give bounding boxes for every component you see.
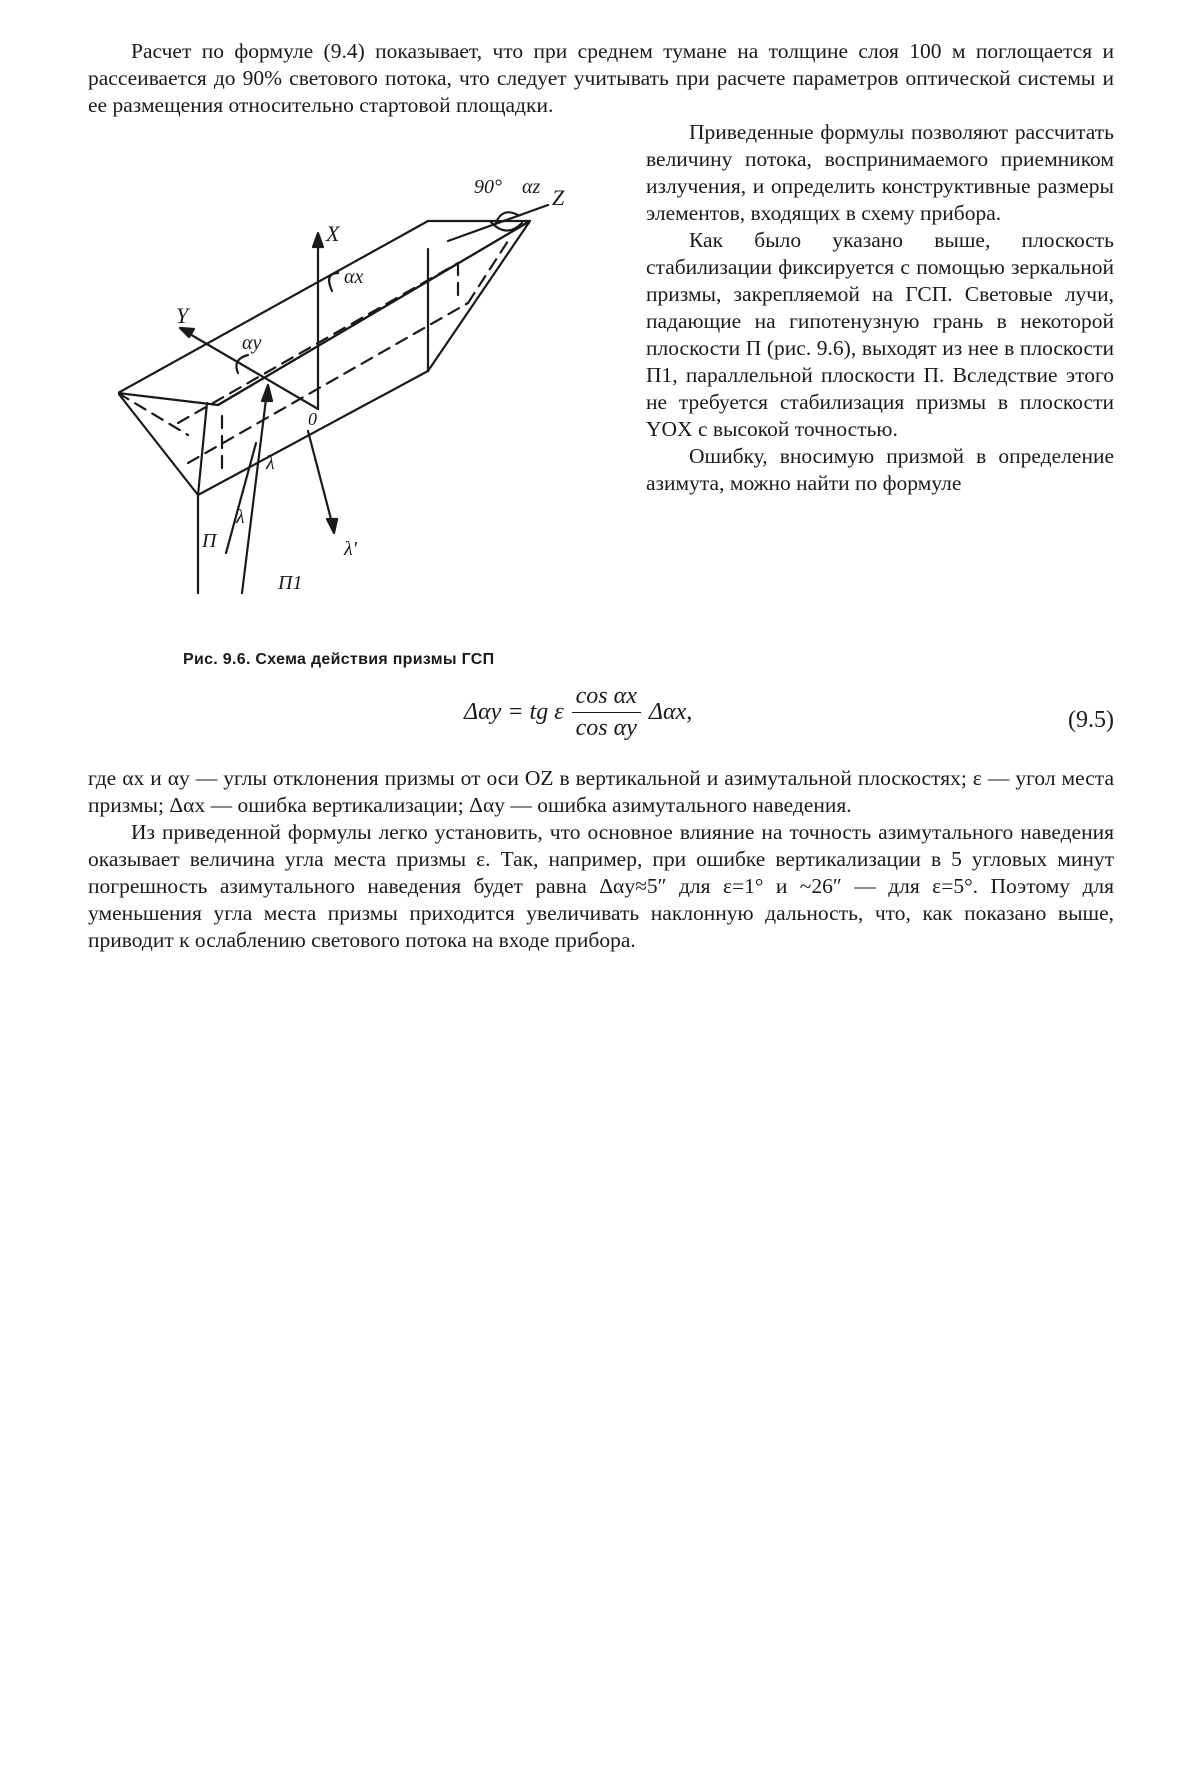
paragraph-5: где αx и αy — углы отклонения призмы от оси OZ в вертикальной и азимутальной плоскостях; ε — угол места призмы; Δαx — ошибка вертикализации; Δαy — ошибка азимутального наведения.	[88, 766, 1114, 817]
equation-lhs: Δαy = tg ε	[464, 699, 564, 725]
figure-prism-scheme	[88, 123, 628, 679]
paragraph-4: Ошибку, вносимую призмой в определение азимута, можно найти по формуле	[646, 444, 1114, 495]
alpha-y-label: αy	[242, 332, 262, 354]
paragraph-6: Из приведенной формулы легко установить, что основное влияние на точность азимутального наведения оказывает величина угла места призмы ε. Так, например, при ошибке вертикализации в 5 угловых минут погрешность азимутального наведения будет равна Δαy≈5″ для ε=1° и ~26″ — для ε=5°. Поэтому для уменьшения угла места призмы приходится увеличивать наклонную дальность, что, как показано выше, приводит к ослаблению светового потока на входе прибора.	[88, 820, 1114, 952]
equation-9-5	[88, 679, 1114, 765]
alpha-x-label: αx	[344, 266, 364, 288]
equation-body	[464, 683, 692, 742]
y-axis-label: Y	[176, 303, 189, 328]
angle-90-label: 90°	[474, 176, 502, 198]
equation-fraction	[572, 683, 641, 742]
paragraph-3: Как было указано выше, плоскость стабилизации фиксируется с помощью зеркальной призмы, закрепляемой на ГСП. Световые лучи, падающие на гипотенузную грань в некоторой плоскости П (рис. 9.6), выходят из нее в плоскости П1, параллельной плоскости П. Вследствие этого не требуется стабилизация призмы в плоскости YOX с высокой точностью.	[646, 228, 1114, 441]
figure-caption: Рис. 9.6. Схема действия призмы ГСП	[183, 651, 495, 668]
equation-denominator: cos αy	[575, 715, 637, 741]
origin-label: 0	[308, 409, 317, 429]
plane-p1-label: П1	[278, 572, 303, 594]
incident-ray	[242, 399, 266, 593]
ray-3-label: λ'	[344, 538, 357, 560]
alpha-x-arc	[329, 273, 338, 291]
plane-p-label: П	[202, 530, 217, 552]
reflected-ray	[308, 431, 332, 523]
z-axis-line	[448, 205, 548, 241]
equation-number: (9.5)	[1068, 707, 1114, 733]
equation-rhs: Δαx,	[648, 699, 693, 725]
equation-numerator: cos αx	[572, 683, 641, 713]
text-with-figure	[88, 38, 1114, 668]
alpha-z-label: αz	[522, 176, 541, 198]
document-page	[88, 38, 1114, 954]
paragraph-2: Приведенные формулы позволяют рассчитать величину потока, воспринимаемого приемником излучения, и определить конструктивные размеры элементов, входящих в схему прибора.	[646, 120, 1114, 225]
paragraph-1: Расчет по формуле (9.4) показывает, что при среднем тумане на толщине слоя 100 м поглощается и рассеивается до 90% светового потока, что следует учитывать при расчете параметров оптической системы и ее размещения относительно стартовой площадки.	[88, 39, 1114, 117]
z-axis-label: Z	[552, 185, 565, 210]
ray-1-label: λ	[236, 506, 245, 528]
prism-diagram	[118, 123, 608, 643]
ray-2-label: λ	[266, 452, 275, 474]
x-axis-label: X	[326, 221, 340, 246]
